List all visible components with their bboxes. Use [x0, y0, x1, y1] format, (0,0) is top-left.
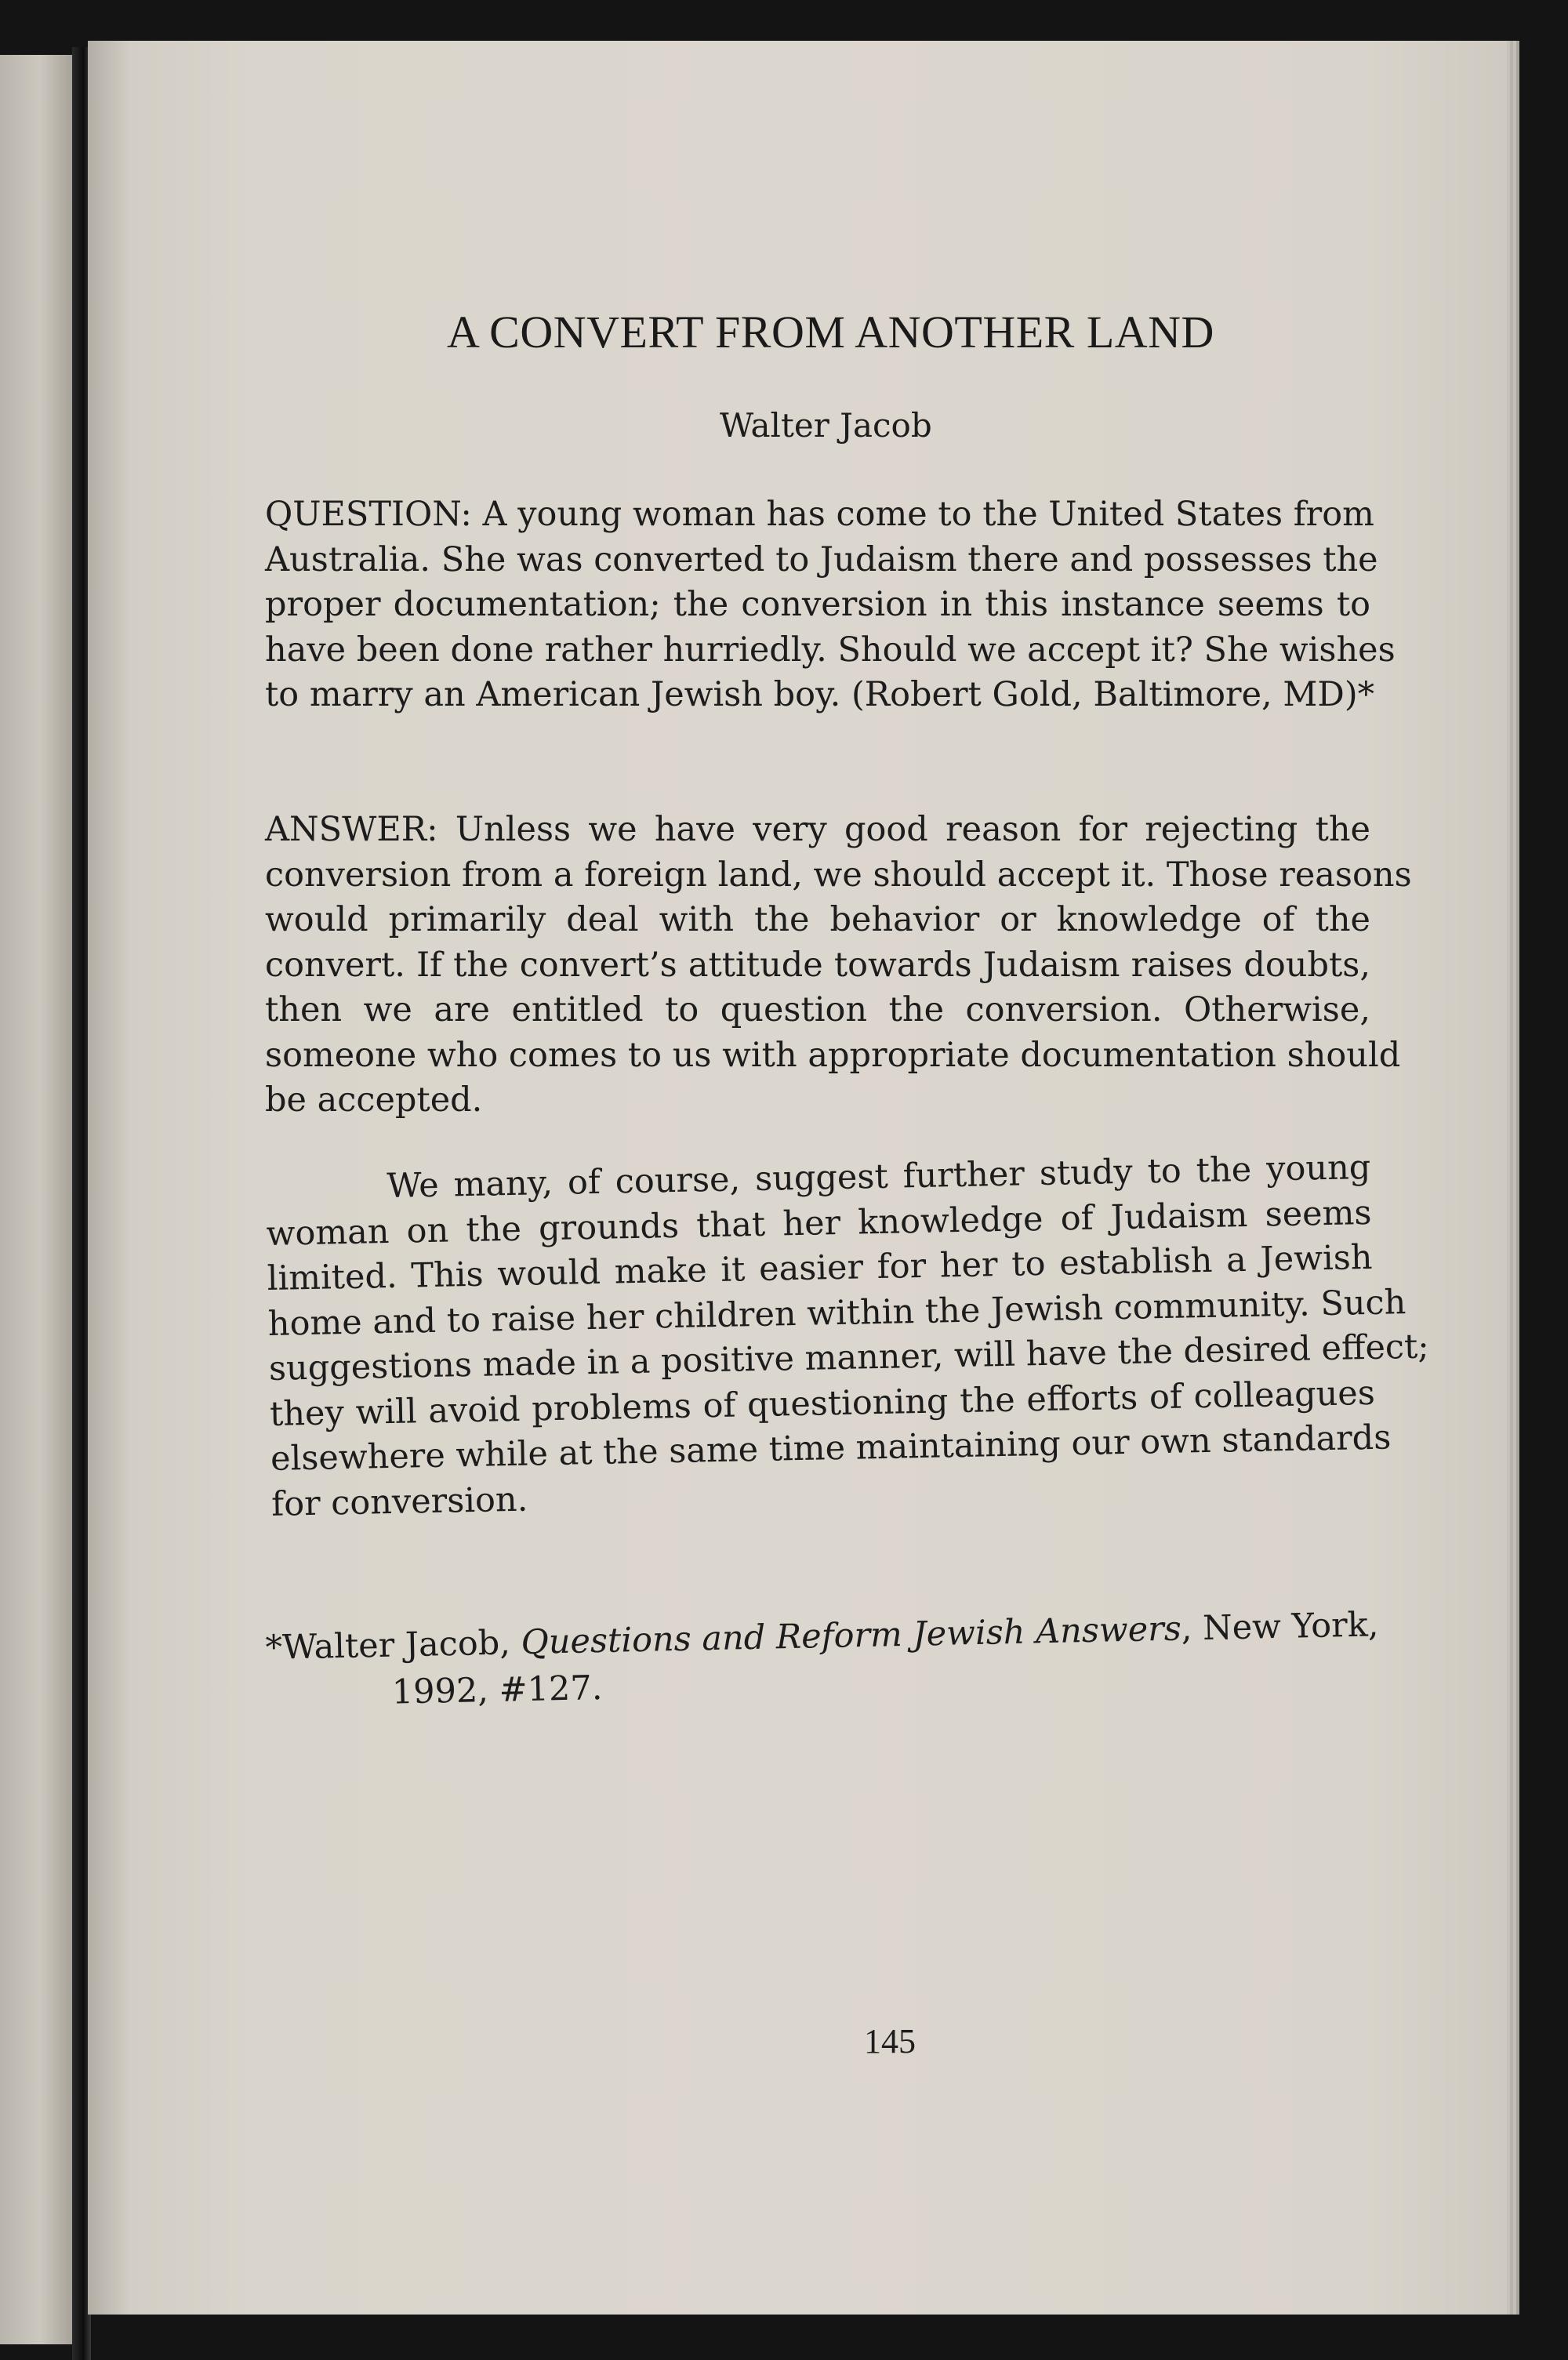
page-title: A CONVERT FROM ANOTHER LAND: [447, 307, 1214, 358]
page-number: 145: [864, 2022, 916, 2060]
footnote-prefix: *Walter Jacob,: [265, 1623, 522, 1668]
paragraph-line: elsewhere while at the same time maintaining our own standards: [270, 1418, 1392, 1479]
answer-paragraph: [265, 808, 1412, 1124]
paragraph-line: limited. This would make it easier for her to establish a Jewish: [267, 1237, 1373, 1298]
author-name: Walter Jacob: [720, 406, 932, 445]
answer-line: then we are entitled to question the conversion. Otherwise,: [265, 990, 1370, 1029]
answer-line: conversion from a foreign land, we should accept it. Those reasons: [265, 855, 1412, 895]
paragraph-line: We many, of course, suggest further study to the young: [387, 1147, 1371, 1207]
paragraph-line: home and to raise her children within the Jewish community. Such: [267, 1282, 1406, 1344]
question-line: QUESTION: A young woman has come to the United States from: [265, 495, 1374, 534]
paragraph-line: woman on the grounds that her knowledge of Judaism seems: [266, 1193, 1372, 1254]
paragraph-line: for conversion.: [270, 1480, 528, 1524]
question-line: proper documentation; the conversion in this instance seems to: [265, 585, 1370, 624]
paragraph-line: suggestions made in a positive manner, will have the desired effect;: [268, 1327, 1430, 1389]
question-line: to marry an American Jewish boy. (Robert Gold, Baltimore, MD)*: [265, 675, 1375, 714]
answer-line: someone who comes to us with appropriate documentation should: [265, 1035, 1401, 1075]
question-paragraph: [265, 492, 1396, 718]
footnote: [265, 1601, 1403, 1719]
footnote-book-title: Questions and Reform Jewish Answers: [521, 1609, 1182, 1663]
facing-page-edge: [0, 55, 72, 2344]
footnote-line-2: 1992, #127.: [391, 1668, 603, 1712]
question-line: have been done rather hurriedly. Should we accept it? She wishes: [265, 630, 1396, 670]
second-answer-paragraph: [265, 1146, 1430, 1527]
answer-line: ANSWER: Unless we have very good reason for rejecting the: [265, 810, 1370, 849]
answer-line: would primarily deal with the behavior or knowledge of the: [265, 900, 1370, 939]
answer-line: be accepted.: [265, 1080, 483, 1120]
answer-line: convert. If the convert’s attitude towards Judaism raises doubts,: [265, 945, 1370, 985]
paragraph-line: they will avoid problems of questioning the efforts of colleagues: [269, 1373, 1376, 1434]
question-line: Australia. She was converted to Judaism there and possesses the: [265, 539, 1378, 579]
book-page: [88, 41, 1507, 2315]
footnote-suffix: , New York,: [1181, 1605, 1379, 1649]
